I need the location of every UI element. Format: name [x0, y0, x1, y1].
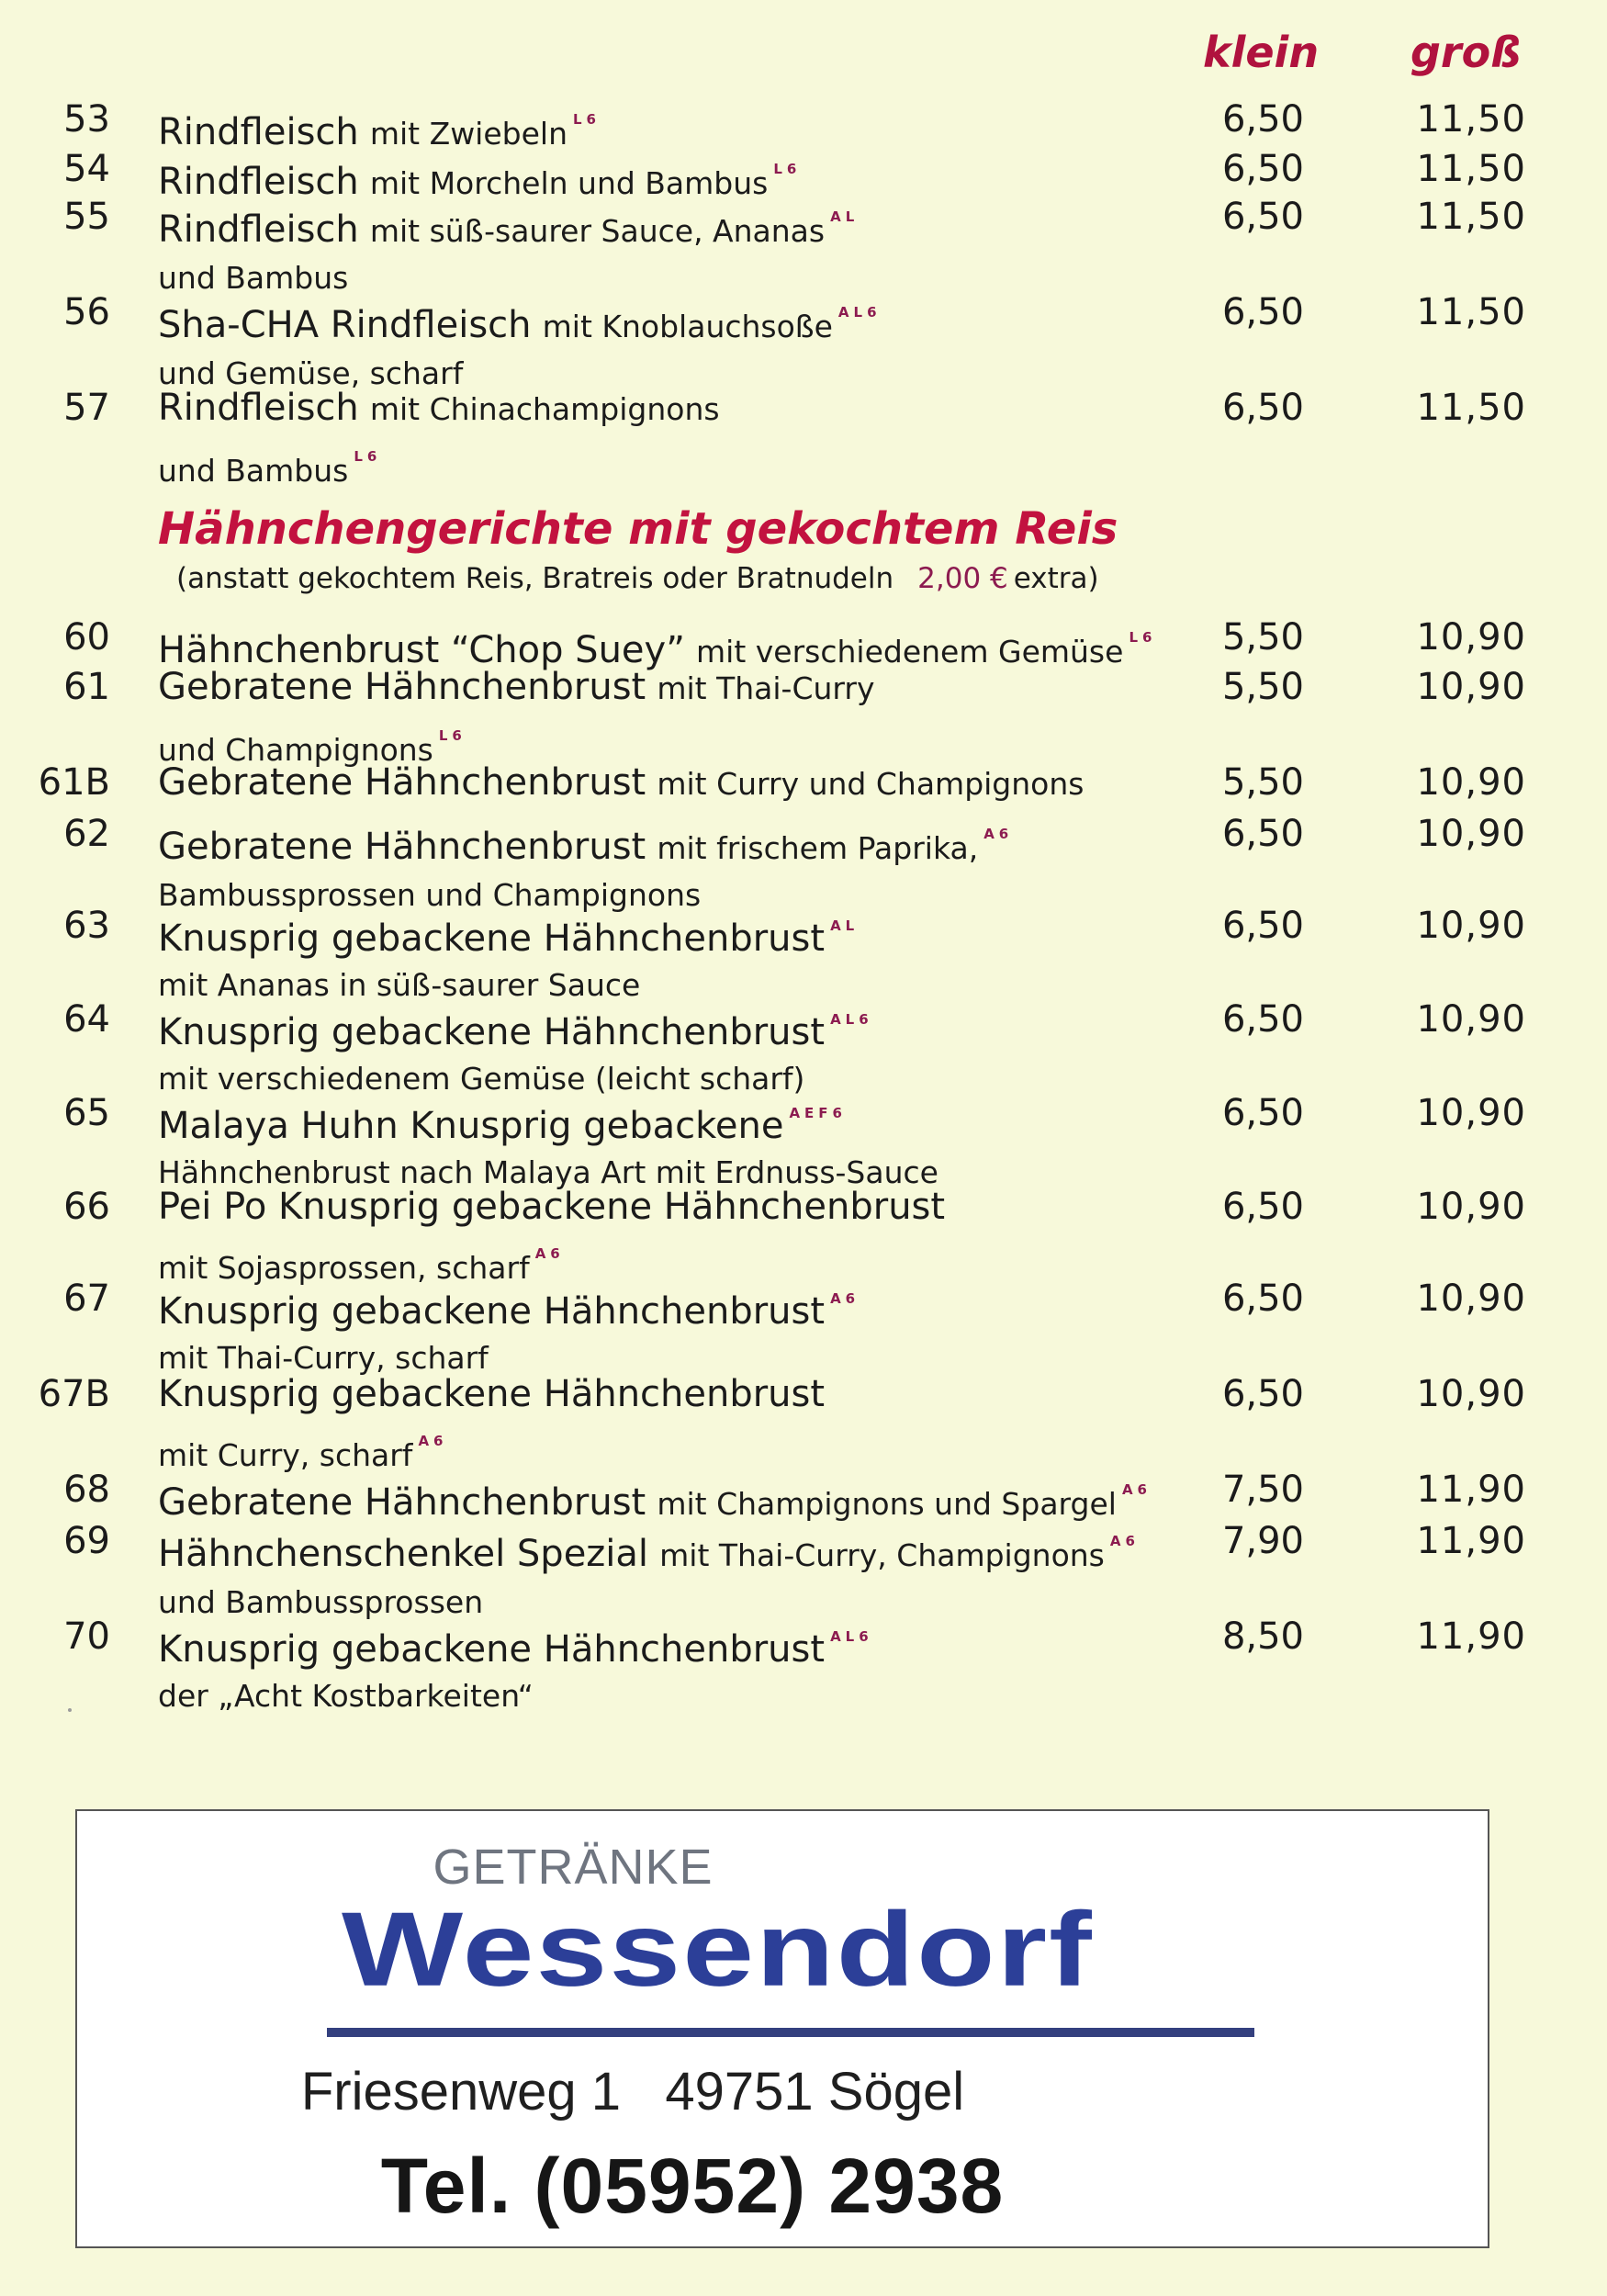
- allergen-codes: AEF6: [789, 1105, 847, 1121]
- price-small: 5,50: [1221, 666, 1304, 708]
- price-small: 6,50: [1221, 998, 1304, 1041]
- item-description: [158, 288, 1186, 397]
- price-large: 10,90: [1416, 1373, 1526, 1415]
- item-subline-text: und Bambus: [158, 453, 349, 489]
- item-number: 61: [63, 666, 110, 708]
- item-detail: mit Knoblauchsoße: [542, 309, 833, 344]
- item-title-line: [158, 1370, 1186, 1418]
- item-subline-text: und Champignons: [158, 732, 433, 768]
- allergen-codes: L6: [773, 161, 802, 177]
- price-large: 10,90: [1416, 905, 1526, 947]
- item-title-line: [158, 384, 1186, 433]
- allergen-codes: AL6: [830, 1628, 873, 1645]
- item-name: Malaya Huhn Knusprig gebackene: [158, 1105, 784, 1147]
- item-title-line: [158, 902, 1186, 962]
- item-description: [158, 1275, 1186, 1381]
- price-small: 6,50: [1221, 148, 1304, 190]
- item-name: Knusprig gebackene Hähnchenbrust: [158, 1011, 826, 1053]
- item-number: 67B: [38, 1373, 110, 1415]
- price-large: 10,90: [1416, 1277, 1526, 1320]
- item-detail: mit Curry und Champignons: [657, 766, 1084, 802]
- price-large: 11,50: [1416, 387, 1526, 429]
- item-description: [158, 996, 1186, 1102]
- item-number: 60: [63, 616, 110, 658]
- allergen-codes: A6: [1109, 1533, 1140, 1549]
- price-large: 11,90: [1416, 1469, 1526, 1511]
- item-number: 63: [63, 905, 110, 947]
- item-title-line: [158, 1517, 1186, 1580]
- allergen-codes: AL: [830, 917, 860, 934]
- allergen-codes: A6: [983, 826, 1014, 842]
- price-small: 6,50: [1221, 1092, 1304, 1134]
- allergen-codes: L6: [438, 727, 466, 744]
- price-large: 11,50: [1416, 148, 1526, 190]
- price-large: 11,50: [1416, 291, 1526, 333]
- item-subline: [158, 433, 1186, 494]
- item-name: Pei Po Knusprig gebackene Hähnchenbrust: [158, 1186, 946, 1228]
- item-name: Knusprig gebackene Hähnchenbrust: [158, 1290, 826, 1333]
- item-name: Rindfleisch: [158, 387, 359, 429]
- price-small: 7,50: [1221, 1469, 1304, 1511]
- item-number: 56: [63, 291, 110, 333]
- price-small: 6,50: [1221, 98, 1304, 141]
- item-name: Rindfleisch: [158, 111, 359, 153]
- item-subline-text: mit verschiedenem Gemüse (leicht scharf): [158, 1061, 805, 1097]
- price-large: 11,50: [1416, 98, 1526, 141]
- item-description: [158, 384, 1186, 494]
- item-detail: mit verschiedenem Gemüse: [696, 634, 1124, 670]
- item-number: 62: [63, 813, 110, 855]
- item-description: [158, 663, 1186, 773]
- item-detail: mit süß-saurer Sauce, Ananas: [369, 213, 826, 249]
- item-name: Rindfleisch: [158, 161, 359, 203]
- price-small: 6,50: [1221, 813, 1304, 855]
- price-small: 6,50: [1221, 1277, 1304, 1320]
- price-large: 10,90: [1416, 616, 1526, 658]
- advert-category: GETRÄNKE: [433, 1840, 714, 1895]
- price-small: 6,50: [1221, 1186, 1304, 1228]
- item-description: [158, 759, 1186, 808]
- item-name: Knusprig gebackene Hähnchenbrust: [158, 1628, 826, 1671]
- item-description: [158, 902, 1186, 1008]
- item-number: 69: [63, 1520, 110, 1562]
- item-number: 55: [63, 196, 110, 238]
- allergen-codes: AL6: [830, 1011, 873, 1028]
- price-large: 10,90: [1416, 761, 1526, 804]
- item-number: 53: [63, 98, 110, 141]
- item-detail: mit Zwiebeln: [369, 116, 568, 152]
- item-description: [158, 193, 1186, 301]
- allergen-codes: L6: [354, 448, 382, 465]
- item-name: Gebratene Hähnchenbrust: [158, 826, 646, 868]
- price-small: 6,50: [1221, 1373, 1304, 1415]
- item-description: [158, 1370, 1186, 1479]
- paper-speck: [68, 1708, 72, 1712]
- allergen-codes: A6: [418, 1433, 448, 1449]
- item-title-line: [158, 996, 1186, 1056]
- advert-phone: Tel. (05952) 2938: [380, 2143, 1005, 2229]
- allergen-codes: A6: [1121, 1481, 1152, 1498]
- item-subline: [158, 1673, 1186, 1719]
- price-large: 10,90: [1416, 998, 1526, 1041]
- price-small: 6,50: [1221, 905, 1304, 947]
- price-large: 11,90: [1416, 1520, 1526, 1562]
- item-title-line: [158, 1275, 1186, 1335]
- price-small: 7,90: [1221, 1520, 1304, 1562]
- item-detail: mit Champignons und Spargel: [657, 1486, 1117, 1522]
- item-name: Hähnchenschenkel Spezial: [158, 1533, 649, 1575]
- price-small: 6,50: [1221, 387, 1304, 429]
- section-note-suffix: extra): [1013, 562, 1099, 595]
- item-subline-text: Hähnchenbrust nach Malaya Art mit Erdnuss-Sauce: [158, 1154, 938, 1190]
- section-title-chicken: Hähnchengerichte mit gekochtem Reis: [158, 503, 1118, 555]
- column-header-large: groß: [1410, 28, 1522, 77]
- item-detail: mit Chinachampignons: [369, 391, 720, 427]
- section-note-chicken: [176, 562, 1099, 595]
- item-name: Knusprig gebackene Hähnchenbrust: [158, 917, 826, 960]
- item-name: Gebratene Hähnchenbrust: [158, 1481, 646, 1524]
- item-description: [158, 1517, 1186, 1626]
- item-number: 57: [63, 387, 110, 429]
- item-detail: mit Morcheln und Bambus: [369, 165, 769, 201]
- item-subline-text: und Bambus: [158, 260, 349, 296]
- allergen-codes: AL6: [837, 304, 882, 321]
- item-subline-text: mit Curry, scharf: [158, 1437, 413, 1473]
- item-number: 61B: [38, 761, 110, 804]
- item-number: 54: [63, 148, 110, 190]
- item-title-line: [158, 193, 1186, 255]
- price-large: 11,50: [1416, 196, 1526, 238]
- advert-box: [75, 1809, 1489, 2248]
- allergen-codes: AL: [830, 208, 860, 225]
- item-description: [158, 1089, 1186, 1196]
- allergen-codes: L6: [1129, 629, 1157, 646]
- item-subline-text: und Gemüse, scharf: [158, 355, 464, 391]
- item-detail: mit frischem Paprika,: [657, 830, 979, 866]
- item-name: Gebratene Hähnchenbrust: [158, 666, 646, 708]
- item-subline-text: mit Thai-Curry, scharf: [158, 1340, 489, 1376]
- item-number: 67: [63, 1277, 110, 1320]
- allergen-codes: L6: [573, 111, 601, 128]
- item-name: Sha-CHA Rindfleisch: [158, 304, 532, 346]
- item-subline-text: mit Ananas in süß-saurer Sauce: [158, 967, 641, 1003]
- item-title-line: [158, 1613, 1186, 1673]
- item-title-line: [158, 759, 1186, 808]
- item-description: [158, 1613, 1186, 1719]
- item-subline-text: der „Acht Kostbarkeiten“: [158, 1678, 534, 1714]
- price-large: 10,90: [1416, 1092, 1526, 1134]
- column-header-small: klein: [1203, 28, 1320, 77]
- item-title-line: [158, 663, 1186, 713]
- price-large: 10,90: [1416, 1186, 1526, 1228]
- item-title-line: [158, 810, 1186, 872]
- price-small: 6,50: [1221, 196, 1304, 238]
- item-number: 66: [63, 1186, 110, 1228]
- item-name: Rindfleisch: [158, 208, 359, 251]
- section-note-text: (anstatt gekochtem Reis, Bratreis oder Bratnudeln: [176, 562, 894, 595]
- item-detail: mit Thai-Curry, Champignons: [659, 1537, 1105, 1573]
- item-title-line: [158, 1089, 1186, 1150]
- item-subline-text: mit Sojasprossen, scharf: [158, 1250, 530, 1286]
- item-title-line: [158, 288, 1186, 351]
- item-name: Hähnchenbrust “Chop Suey”: [158, 629, 685, 671]
- price-small: 5,50: [1221, 761, 1304, 804]
- item-number: 64: [63, 998, 110, 1041]
- allergen-codes: A6: [830, 1290, 860, 1307]
- item-subline-text: und Bambussprossen: [158, 1584, 484, 1620]
- price-small: 8,50: [1221, 1615, 1304, 1658]
- price-large: 11,90: [1416, 1615, 1526, 1658]
- item-title-line: [158, 1183, 1186, 1231]
- item-number: 65: [63, 1092, 110, 1134]
- item-name: Gebratene Hähnchenbrust: [158, 761, 646, 804]
- advert-brand-logo: Wessendorf: [342, 1889, 1094, 2009]
- price-large: 10,90: [1416, 666, 1526, 708]
- allergen-codes: A6: [534, 1245, 565, 1262]
- price-small: 5,50: [1221, 616, 1304, 658]
- section-note-price: 2,00 €: [917, 562, 1008, 595]
- price-large: 10,90: [1416, 813, 1526, 855]
- item-number: 70: [63, 1615, 110, 1658]
- item-number: 68: [63, 1469, 110, 1511]
- advert-divider: [327, 2028, 1254, 2037]
- item-detail: mit Thai-Curry: [657, 670, 875, 706]
- price-small: 6,50: [1221, 291, 1304, 333]
- advert-address: Friesenweg 1 49751 Sögel: [300, 2062, 965, 2122]
- item-name: Knusprig gebackene Hähnchenbrust: [158, 1373, 826, 1415]
- item-subline-text: Bambussprossen und Champignons: [158, 877, 702, 913]
